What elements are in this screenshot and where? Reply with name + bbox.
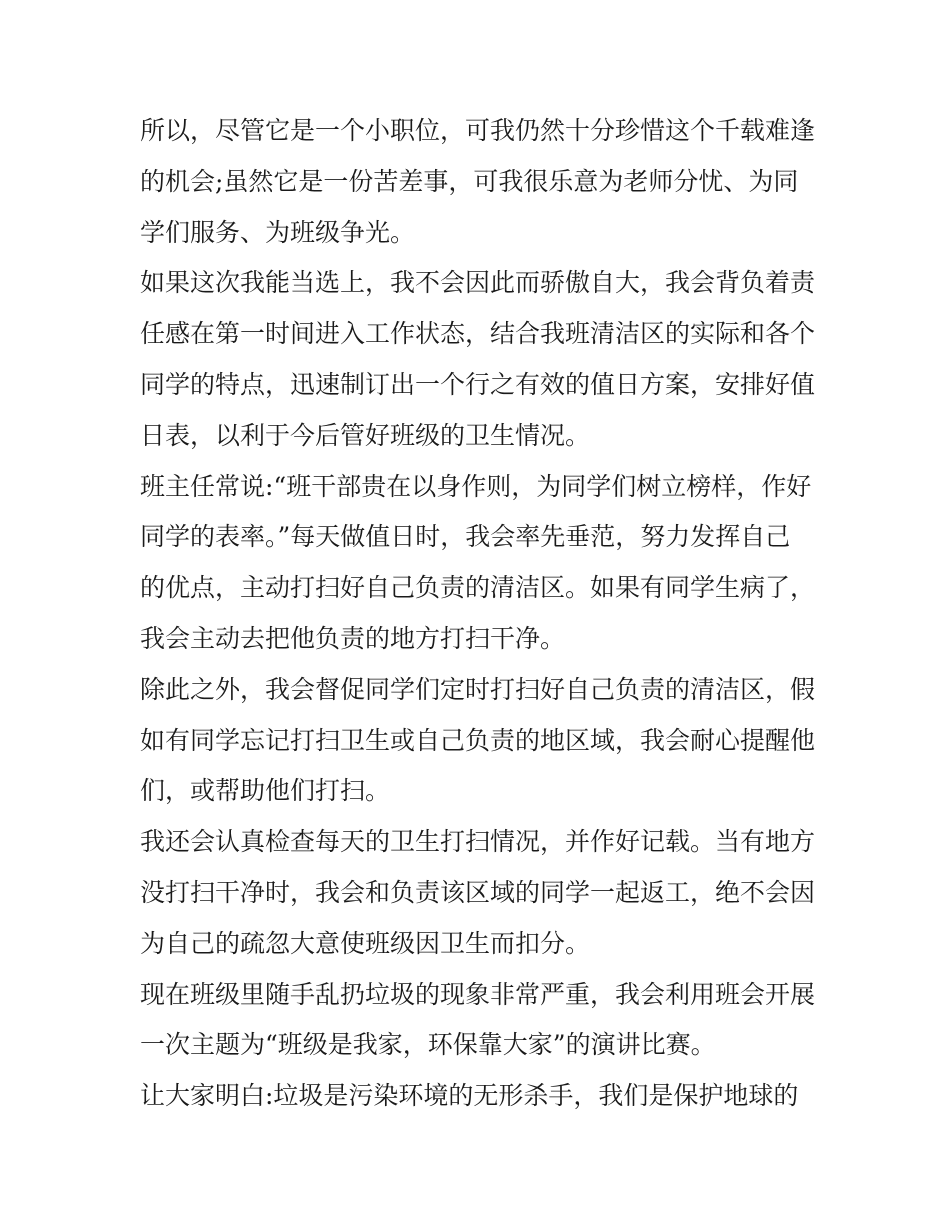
text-line-14: 们，或帮助他们打扫。 <box>140 776 391 806</box>
text-line-7: 日表，以利于今后管好班级的卫生情况。 <box>140 420 591 450</box>
text-line-19: 一次主题为“班级是我家，环保靠大家”的演讲比赛。 <box>140 1030 716 1060</box>
text-line-1: 所以，尽管它是一个小职位，可我仍然十分珍惜这个千载难逢 <box>140 116 815 145</box>
text-line-10: 的优点，主动打扫好自己负责的清洁区。如果有同学生病了， <box>140 573 815 603</box>
text-line-12: 除此之外，我会督促同学们定时打扫好自己负责的清洁区，假 <box>140 674 815 704</box>
text-line-8: 班主任常说:“班干部贵在以身作则，为同学们树立榜样，作好 <box>140 471 812 501</box>
text-line-16: 没打扫干净时，我会和负责该区域的同学一起返工，绝不会因 <box>140 877 815 907</box>
text-line-2: 的机会;虽然它是一份苦差事，可我很乐意为老师分忧、为同 <box>140 166 799 196</box>
text-line-18: 现在班级里随手乱扔垃圾的现象非常严重，我会利用班会开展 <box>140 979 815 1009</box>
text-line-4: 如果这次我能当选上，我不会因此而骄傲自大，我会背负着责 <box>140 268 815 298</box>
text-line-20: 让大家明白:垃圾是污染环境的无形杀手，我们是保护地球的 <box>140 1081 799 1111</box>
body-text <box>140 106 815 1122</box>
text-line-13: 如有同学忘记打扫卫生或自己负责的地区域，我会耐心提醒他 <box>140 725 815 755</box>
text-line-17: 为自己的疏忽大意使班级因卫生而扣分。 <box>140 928 591 958</box>
text-line-5: 任感在第一时间进入工作状态，结合我班清洁区的实际和各个 <box>140 319 815 349</box>
text-line-3: 学们服务、为班级争光。 <box>140 217 416 247</box>
text-line-15: 我还会认真检查每天的卫生打扫情况，并作好记载。当有地方 <box>140 827 815 857</box>
text-line-11: 我会主动去把他负责的地方打扫干净。 <box>140 623 566 653</box>
text-line-9: 同学的表率。”每天做值日时，我会率先垂范，努力发挥自己 <box>140 522 791 552</box>
text-line-6: 同学的特点，迅速制订出一个行之有效的值日方案，安排好值 <box>140 369 815 399</box>
